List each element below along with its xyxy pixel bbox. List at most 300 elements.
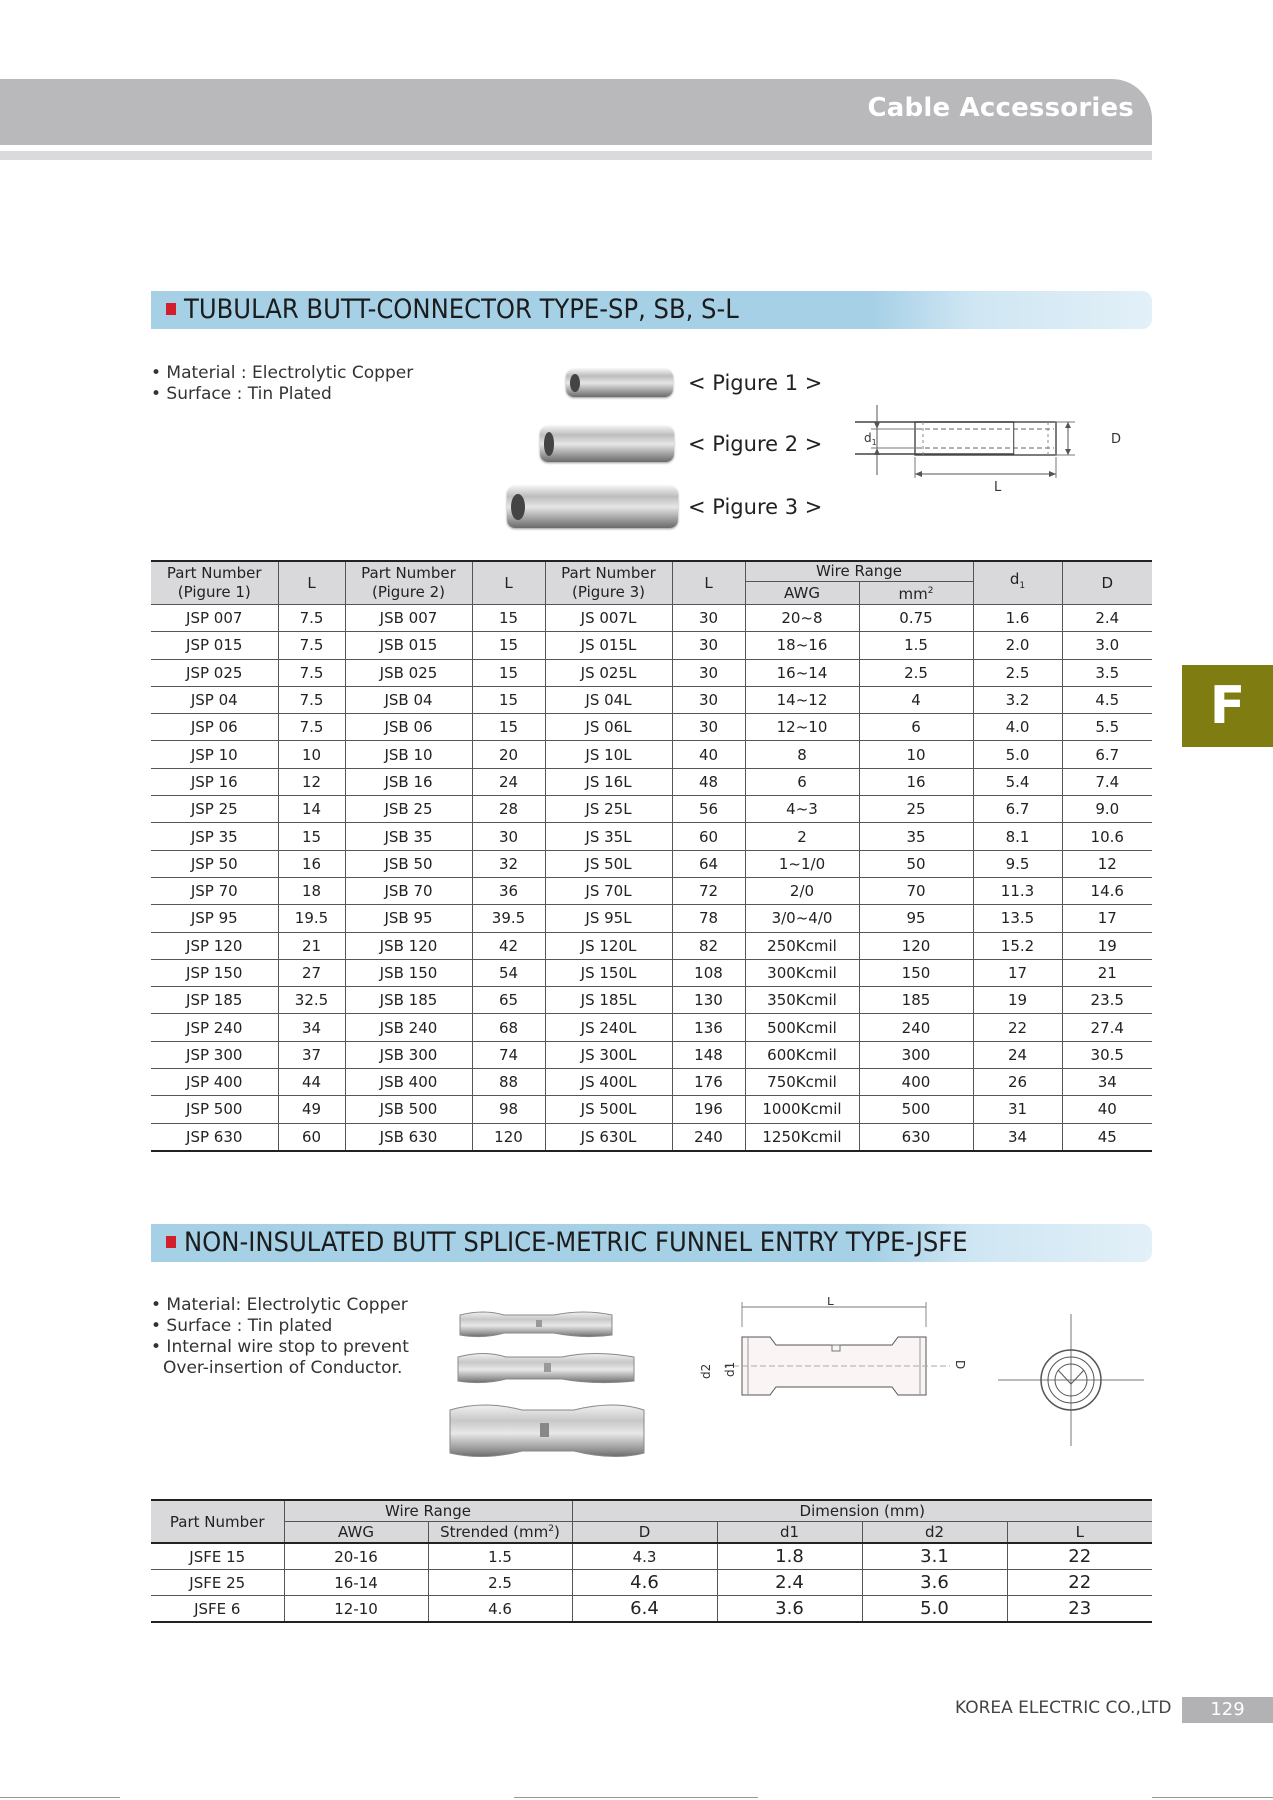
table-cell: JS 35L xyxy=(545,823,672,850)
table-cell: JS 025L xyxy=(545,659,672,686)
table-cell: 14.6 xyxy=(1062,877,1152,904)
table-cell: 3.6 xyxy=(717,1596,862,1623)
table-cell: 2.4 xyxy=(1062,605,1152,632)
footer-company: KOREA ELECTRIC CO.,LTD xyxy=(955,1698,1172,1718)
bottom-rule-left xyxy=(0,1797,120,1798)
table-cell: JSB 35 xyxy=(345,823,472,850)
table-cell: JSB 007 xyxy=(345,605,472,632)
table-cell: JSB 500 xyxy=(345,1096,472,1123)
col-dimension: Dimension (mm) xyxy=(572,1500,1152,1522)
table-cell: 7.5 xyxy=(278,605,345,632)
table-cell: 240 xyxy=(859,1014,973,1041)
connector-dimension-diagram xyxy=(855,400,1130,500)
table-cell: 20-16 xyxy=(284,1543,428,1570)
table-cell: JSB 120 xyxy=(345,932,472,959)
table-cell: 36 xyxy=(472,877,545,904)
table-cell: JS 120L xyxy=(545,932,672,959)
table-cell: 95 xyxy=(859,905,973,932)
table-row xyxy=(151,987,1152,1014)
table-row xyxy=(151,850,1152,877)
tube-photo-3 xyxy=(507,486,678,528)
bottom-rule-right xyxy=(1152,1797,1273,1798)
col-part-number-fig2: Part Number (Pigure 2) xyxy=(345,561,472,605)
table-cell: JSP 500 xyxy=(151,1096,278,1123)
table-cell: JSP 70 xyxy=(151,877,278,904)
table-cell: 17 xyxy=(1062,905,1152,932)
table-cell: 98 xyxy=(472,1096,545,1123)
col-wire-range: Wire Range xyxy=(745,561,973,582)
table-cell: 3.1 xyxy=(862,1543,1007,1570)
table-cell: 4 xyxy=(859,686,973,713)
splice-L-label: L xyxy=(827,1297,834,1308)
table-cell: JS 04L xyxy=(545,686,672,713)
table-cell: 21 xyxy=(1062,959,1152,986)
figure-3 xyxy=(507,486,822,528)
table-cell: 27.4 xyxy=(1062,1014,1152,1041)
table-cell: 1.5 xyxy=(428,1543,572,1570)
table-row xyxy=(151,823,1152,850)
table-row xyxy=(151,1596,1152,1623)
table-cell: 1~1/0 xyxy=(745,850,859,877)
col-strended: Strended $(mm^2)$ xyxy=(428,1522,572,1544)
table-cell: JS 630L xyxy=(545,1123,672,1151)
table-cell: 350Kcmil xyxy=(745,987,859,1014)
table-cell: 1.5 xyxy=(859,632,973,659)
table-cell: 82 xyxy=(672,932,745,959)
table-cell: 2 xyxy=(745,823,859,850)
table-cell: 7.5 xyxy=(278,714,345,741)
table-cell: 49 xyxy=(278,1096,345,1123)
table-cell: JSP 400 xyxy=(151,1069,278,1096)
table-cell: 32 xyxy=(472,850,545,877)
table-cell: 16~14 xyxy=(745,659,859,686)
table-row xyxy=(151,632,1152,659)
table-cell: JSB 10 xyxy=(345,741,472,768)
col-D: D xyxy=(572,1522,717,1544)
table-cell: 37 xyxy=(278,1041,345,1068)
table-cell: 72 xyxy=(672,877,745,904)
table-cell: 40 xyxy=(672,741,745,768)
table-cell: 196 xyxy=(672,1096,745,1123)
table-cell: 15.2 xyxy=(973,932,1062,959)
table-cell: 3.5 xyxy=(1062,659,1152,686)
table-cell: JSP 35 xyxy=(151,823,278,850)
table-cell: JS 16L xyxy=(545,768,672,795)
table-cell: 17 xyxy=(973,959,1062,986)
table-cell: 130 xyxy=(672,987,745,1014)
table-row xyxy=(151,768,1152,795)
table-cell: 10 xyxy=(278,741,345,768)
section2-title: NON-INSULATED BUTT SPLICE-METRIC FUNNEL ENTRY TYPE-JSFE xyxy=(184,1227,968,1258)
table-cell: JSB 06 xyxy=(345,714,472,741)
section2-bullets xyxy=(151,1295,409,1379)
table-cell: 18~16 xyxy=(745,632,859,659)
table-cell: 120 xyxy=(859,932,973,959)
table-cell: 600Kcmil xyxy=(745,1041,859,1068)
table-cell: 27 xyxy=(278,959,345,986)
table-cell: 16 xyxy=(859,768,973,795)
table-cell: 40 xyxy=(1062,1096,1152,1123)
table-cell: 13.5 xyxy=(973,905,1062,932)
table-cell: 20 xyxy=(472,741,545,768)
table-cell: JS 500L xyxy=(545,1096,672,1123)
table-cell: 26 xyxy=(973,1069,1062,1096)
splice-end-view xyxy=(996,1312,1146,1447)
table-cell: 56 xyxy=(672,796,745,823)
table-cell: 8.1 xyxy=(973,823,1062,850)
table-cell: JS 150L xyxy=(545,959,672,986)
table-cell: JSB 70 xyxy=(345,877,472,904)
splice-d1-label: d1 xyxy=(723,1361,737,1377)
table-row xyxy=(151,796,1152,823)
table-cell: 1.6 xyxy=(973,605,1062,632)
table-cell: 400 xyxy=(859,1069,973,1096)
header-rule xyxy=(0,151,1152,160)
table-cell: 30 xyxy=(472,823,545,850)
page-number: 129 xyxy=(1182,1697,1273,1723)
splice-photos xyxy=(444,1305,648,1465)
table-cell: 15 xyxy=(472,686,545,713)
table-cell: 88 xyxy=(472,1069,545,1096)
table-cell: 12~10 xyxy=(745,714,859,741)
table-cell: 2.5 xyxy=(859,659,973,686)
table-cell: JSP 300 xyxy=(151,1041,278,1068)
table-cell: 4.6 xyxy=(428,1596,572,1623)
butt-splice-table xyxy=(151,1499,1152,1623)
table-cell: 4.3 xyxy=(572,1543,717,1570)
table-cell: 70 xyxy=(859,877,973,904)
table-cell: 39.5 xyxy=(472,905,545,932)
table-cell: 24 xyxy=(973,1041,1062,1068)
header-title: Cable Accessories xyxy=(867,93,1134,123)
table-cell: JS 300L xyxy=(545,1041,672,1068)
col-awg: AWG xyxy=(745,582,859,605)
table-cell: 5.0 xyxy=(973,741,1062,768)
table-cell: JSB 16 xyxy=(345,768,472,795)
table-cell: 4.5 xyxy=(1062,686,1152,713)
red-square-icon xyxy=(166,303,176,315)
table-cell: 20~8 xyxy=(745,605,859,632)
table-row xyxy=(151,659,1152,686)
table-cell: 14 xyxy=(278,796,345,823)
table-row xyxy=(151,1543,1152,1570)
bullet-surface: • Surface : Tin Plated xyxy=(151,384,332,404)
table-cell: 5.4 xyxy=(973,768,1062,795)
table-row xyxy=(151,686,1152,713)
table-row xyxy=(151,1014,1152,1041)
table-cell: 250Kcmil xyxy=(745,932,859,959)
table-cell: 11.3 xyxy=(973,877,1062,904)
table-cell: 54 xyxy=(472,959,545,986)
table-cell: JSP 04 xyxy=(151,686,278,713)
table-cell: JSB 630 xyxy=(345,1123,472,1151)
table-cell: JSFE 6 xyxy=(151,1596,284,1623)
bullet-wire-stop-cont: Over-insertion of Conductor. xyxy=(163,1358,403,1378)
table-cell: 8 xyxy=(745,741,859,768)
table-cell: 28 xyxy=(472,796,545,823)
table-cell: 31 xyxy=(973,1096,1062,1123)
section1-bullets xyxy=(151,363,413,405)
col-d1: d1 xyxy=(717,1522,862,1544)
tube-photo-2 xyxy=(540,426,674,462)
table-cell: 6 xyxy=(859,714,973,741)
table-cell: JSFE 15 xyxy=(151,1543,284,1570)
table-cell: 6 xyxy=(745,768,859,795)
table-cell: 185 xyxy=(859,987,973,1014)
figure-1-label: < Pigure 1 > xyxy=(688,371,823,395)
table-cell: 22 xyxy=(1007,1543,1152,1570)
table-cell: JSB 04 xyxy=(345,686,472,713)
table-cell: 50 xyxy=(859,850,973,877)
diagram-d1-label: $d_1$ xyxy=(864,431,877,447)
table-cell: 16-14 xyxy=(284,1570,428,1596)
col-part-number-fig3: Part Number (Pigure 3) xyxy=(545,561,672,605)
table-cell: JSP 25 xyxy=(151,796,278,823)
table-cell: 30 xyxy=(672,605,745,632)
table-cell: JSB 015 xyxy=(345,632,472,659)
table-cell: 34 xyxy=(278,1014,345,1041)
table-cell: 15 xyxy=(472,605,545,632)
table-cell: 2.5 xyxy=(428,1570,572,1596)
table-cell: 3.6 xyxy=(862,1570,1007,1596)
figure-2 xyxy=(540,426,822,462)
table-cell: 78 xyxy=(672,905,745,932)
table-cell: 30 xyxy=(672,632,745,659)
table-row xyxy=(151,1041,1152,1068)
table-cell: JSP 06 xyxy=(151,714,278,741)
table-cell: JSP 150 xyxy=(151,959,278,986)
section-tab-f: F xyxy=(1182,665,1273,747)
table-cell: 630 xyxy=(859,1123,973,1151)
splice-dimension-diagram xyxy=(664,1297,984,1405)
table-cell: 2.4 xyxy=(717,1570,862,1596)
bullet-material: • Material : Electrolytic Copper xyxy=(151,363,414,383)
table-cell: 48 xyxy=(672,768,745,795)
table-cell: 240 xyxy=(672,1123,745,1151)
col-d2: d2 xyxy=(862,1522,1007,1544)
table-row xyxy=(151,877,1152,904)
table-cell: JSP 95 xyxy=(151,905,278,932)
splice-d2-label: d2 xyxy=(699,1363,713,1379)
table-cell: 0.75 xyxy=(859,605,973,632)
diagram-D-label: D xyxy=(1111,432,1122,447)
table-cell: 6.7 xyxy=(973,796,1062,823)
figure-2-label: < Pigure 2 > xyxy=(688,432,823,456)
table-cell: JS 70L xyxy=(545,877,672,904)
table-cell: 21 xyxy=(278,932,345,959)
table-cell: 1250Kcmil xyxy=(745,1123,859,1151)
table-cell: JS 240L xyxy=(545,1014,672,1041)
table-cell: 10.6 xyxy=(1062,823,1152,850)
col-D: D xyxy=(1062,561,1152,605)
col-L2: L xyxy=(472,561,545,605)
table-cell: 300Kcmil xyxy=(745,959,859,986)
table-cell: 64 xyxy=(672,850,745,877)
table-cell: 150 xyxy=(859,959,973,986)
table-cell: 34 xyxy=(1062,1069,1152,1096)
figure-3-label: < Pigure 3 > xyxy=(688,495,823,519)
bullet-surface: • Surface : Tin plated xyxy=(151,1316,333,1336)
table-cell: 45 xyxy=(1062,1123,1152,1151)
butt-connector-table xyxy=(151,560,1152,1152)
table-row xyxy=(151,959,1152,986)
table-cell: 14~12 xyxy=(745,686,859,713)
table-row xyxy=(151,932,1152,959)
table-row xyxy=(151,1069,1152,1096)
col-L3: L xyxy=(672,561,745,605)
table-cell: 30.5 xyxy=(1062,1041,1152,1068)
table-cell: JSB 150 xyxy=(345,959,472,986)
col-L1: L xyxy=(278,561,345,605)
col-wire-range: Wire Range xyxy=(284,1500,572,1522)
table-cell: 3.0 xyxy=(1062,632,1152,659)
col-awg: AWG xyxy=(284,1522,428,1544)
table-cell: 23.5 xyxy=(1062,987,1152,1014)
table-cell: 4.0 xyxy=(973,714,1062,741)
table-cell: 30 xyxy=(672,686,745,713)
table-cell: JSP 015 xyxy=(151,632,278,659)
table-cell: 7.4 xyxy=(1062,768,1152,795)
table-row xyxy=(151,1123,1152,1151)
table-cell: 15 xyxy=(472,714,545,741)
table-cell: JSP 185 xyxy=(151,987,278,1014)
bullet-wire-stop: • Internal wire stop to prevent xyxy=(151,1337,409,1357)
table-cell: 500Kcmil xyxy=(745,1014,859,1041)
table-cell: JSP 630 xyxy=(151,1123,278,1151)
table-cell: JS 015L xyxy=(545,632,672,659)
table-cell: 15 xyxy=(472,659,545,686)
table-cell: 500 xyxy=(859,1096,973,1123)
table-cell: 148 xyxy=(672,1041,745,1068)
table-cell: JSP 16 xyxy=(151,768,278,795)
table-cell: JS 400L xyxy=(545,1069,672,1096)
table-cell: 12 xyxy=(1062,850,1152,877)
table-cell: 22 xyxy=(973,1014,1062,1041)
diagram-L-label: L xyxy=(994,480,1002,495)
table-cell: 30 xyxy=(672,659,745,686)
table-cell: JS 25L xyxy=(545,796,672,823)
table-row xyxy=(151,905,1152,932)
table-cell: JS 06L xyxy=(545,714,672,741)
figure-1 xyxy=(566,369,822,397)
col-part-number: Part Number xyxy=(151,1500,284,1543)
table-cell: 4~3 xyxy=(745,796,859,823)
table-cell: JS 95L xyxy=(545,905,672,932)
header-band xyxy=(0,79,1152,145)
table-cell: 5.5 xyxy=(1062,714,1152,741)
table-cell: 7.5 xyxy=(278,686,345,713)
table-cell: 2/0 xyxy=(745,877,859,904)
table-cell: JSB 185 xyxy=(345,987,472,1014)
table-row xyxy=(151,605,1152,632)
table-cell: 34 xyxy=(973,1123,1062,1151)
table-cell: 6.7 xyxy=(1062,741,1152,768)
table-cell: 1.8 xyxy=(717,1543,862,1570)
table-cell: JSB 240 xyxy=(345,1014,472,1041)
table-cell: 24 xyxy=(472,768,545,795)
table-cell: 15 xyxy=(278,823,345,850)
table-row xyxy=(151,1570,1152,1596)
table-cell: 42 xyxy=(472,932,545,959)
col-d1: $d_1$ xyxy=(973,561,1062,605)
table-cell: JSB 50 xyxy=(345,850,472,877)
section2-heading xyxy=(151,1224,1152,1262)
table-cell: 10 xyxy=(859,741,973,768)
table-cell: 9.5 xyxy=(973,850,1062,877)
section1-heading xyxy=(151,291,1152,329)
table-cell: 4.6 xyxy=(572,1570,717,1596)
table-cell: 60 xyxy=(672,823,745,850)
table-cell: 300 xyxy=(859,1041,973,1068)
table-cell: JS 007L xyxy=(545,605,672,632)
table-cell: 3/0~4/0 xyxy=(745,905,859,932)
table-cell: 19 xyxy=(973,987,1062,1014)
table-cell: JS 185L xyxy=(545,987,672,1014)
col-L: L xyxy=(1007,1522,1152,1544)
table-cell: JSB 025 xyxy=(345,659,472,686)
table-cell: 19.5 xyxy=(278,905,345,932)
table-cell: 18 xyxy=(278,877,345,904)
table-cell: 23 xyxy=(1007,1596,1152,1623)
table-cell: JSB 95 xyxy=(345,905,472,932)
table-cell: 176 xyxy=(672,1069,745,1096)
table-cell: 22 xyxy=(1007,1570,1152,1596)
table-cell: JS 50L xyxy=(545,850,672,877)
table-cell: 1000Kcmil xyxy=(745,1096,859,1123)
table-cell: 74 xyxy=(472,1041,545,1068)
table-cell: 5.0 xyxy=(862,1596,1007,1623)
table-cell: JSP 50 xyxy=(151,850,278,877)
table-cell: 120 xyxy=(472,1123,545,1151)
table-cell: 108 xyxy=(672,959,745,986)
table-cell: 15 xyxy=(472,632,545,659)
bottom-rule-mid xyxy=(514,1797,758,1798)
col-part-number-fig1: Part Number (Pigure 1) xyxy=(151,561,278,605)
table-cell: 7.5 xyxy=(278,632,345,659)
table-cell: 7.5 xyxy=(278,659,345,686)
table-cell: 2.0 xyxy=(973,632,1062,659)
table-cell: 3.2 xyxy=(973,686,1062,713)
table-cell: 44 xyxy=(278,1069,345,1096)
table-row xyxy=(151,741,1152,768)
table-cell: JSP 120 xyxy=(151,932,278,959)
table-cell: JSP 025 xyxy=(151,659,278,686)
table-cell: 2.5 xyxy=(973,659,1062,686)
table-cell: 750Kcmil xyxy=(745,1069,859,1096)
table-cell: 9.0 xyxy=(1062,796,1152,823)
section1-title: TUBULAR BUTT-CONNECTOR TYPE-SP, SB, S-L xyxy=(184,294,739,325)
table-cell: JSFE 25 xyxy=(151,1570,284,1596)
splice-D-label: D xyxy=(953,1360,967,1370)
table-cell: JSB 400 xyxy=(345,1069,472,1096)
tube-photo-1 xyxy=(566,369,673,397)
table-cell: JSP 240 xyxy=(151,1014,278,1041)
table-cell: JS 10L xyxy=(545,741,672,768)
col-mm2: $mm^2$ xyxy=(859,582,973,605)
table-cell: 32.5 xyxy=(278,987,345,1014)
table-cell: JSP 10 xyxy=(151,741,278,768)
table-cell: 12 xyxy=(278,768,345,795)
table-cell: 60 xyxy=(278,1123,345,1151)
table-cell: 136 xyxy=(672,1014,745,1041)
table-cell: 25 xyxy=(859,796,973,823)
table-cell: JSB 25 xyxy=(345,796,472,823)
table-cell: 68 xyxy=(472,1014,545,1041)
table-cell: JSP 007 xyxy=(151,605,278,632)
red-square-icon xyxy=(166,1236,176,1248)
table-cell: 30 xyxy=(672,714,745,741)
table-cell: 19 xyxy=(1062,932,1152,959)
